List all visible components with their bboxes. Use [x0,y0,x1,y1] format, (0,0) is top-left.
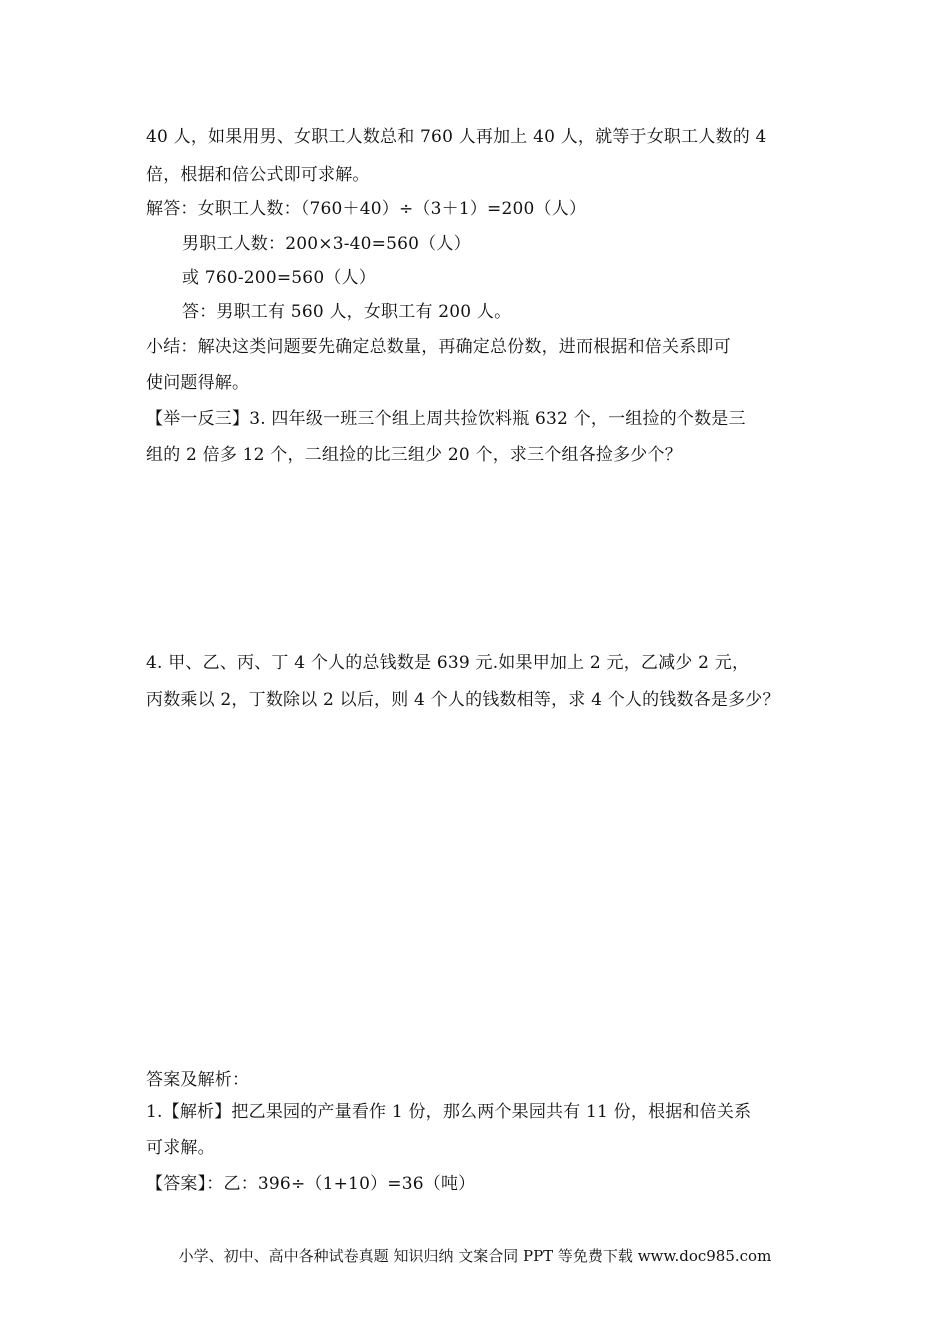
page-footer: 小学、初中、高中各种试卷真题 知识归纳 文案合同 PPT 等免费下载 www.doc985.com [178,1247,772,1265]
solution-line-4: 答：男职工有 560 人，女职工有 200 人。 [182,302,512,322]
question-4-line-2: 丙数乘以 2，丁数除以 2 以后，则 4 个人的钱数相等，求 4 个人的钱数各是多少？ [146,690,780,710]
answer-1-line-1: 1.【解析】把乙果园的产量看作 1 份，那么两个果园共有 11 份，根据和倍关系 [146,1102,752,1122]
question-3-line-2: 组的 2 倍多 12 个，二组捡的比三组少 20 个，求三个组各捡多少个？ [146,445,682,465]
summary-line-2: 使问题得解。 [146,373,250,393]
summary-line-1: 小结：解决这类问题要先确定总数量，再确定总份数，进而根据和倍关系即可 [146,337,731,357]
solution-line-1: 解答：女职工人数：（760＋40）÷（3＋1）=200（人） [146,199,587,219]
answer-1-line-2: 可求解。 [146,1138,215,1158]
solution-line-3: 或 760-200=560（人） [182,268,376,288]
solution-line-2: 男职工人数：200×3-40=560（人） [182,234,471,254]
answers-heading: 答案及解析： [146,1070,250,1090]
question-3-line-1: 【举一反三】3. 四年级一班三个组上周共捡饮料瓶 632 个，一组捡的个数是三 [146,409,746,429]
answer-1-result: 【答案】：乙：396÷（1+10）=36（吨） [146,1174,476,1194]
paragraph-line-1: 40 人，如果用男、女职工人数总和 760 人再加上 40 人，就等于女职工人数的 4 [146,127,767,147]
paragraph-line-2: 倍，根据和倍公式即可求解。 [146,165,370,185]
question-4-line-1: 4. 甲、乙、丙、丁 4 个人的总钱数是 639 元.如果甲加上 2 元，乙减少 2 元， [146,653,750,673]
